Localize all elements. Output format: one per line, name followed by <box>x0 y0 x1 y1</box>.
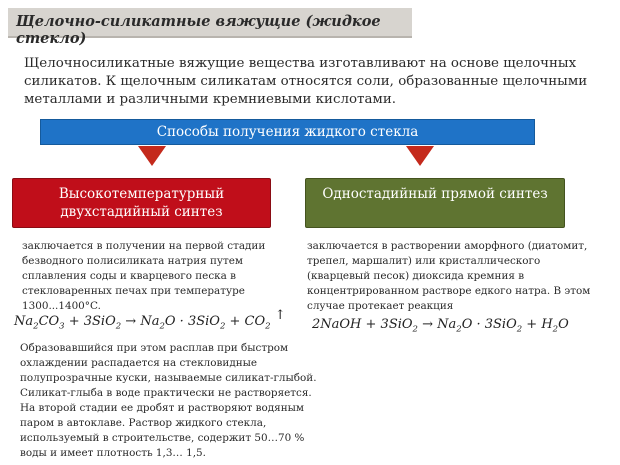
left-note: Образовавшийся при этом расплав при быстром охлаждении распадается на стекловидные полупрозрачные куски, называемые силикат-глыбой. Силикат-глыба в воде практически не растворяется. На второй стадии ее дробят и растворяют водяным паром в автоклаве. Раствор жидкого стекла, используемый в строительстве, содержит 50…70 % воды и имеет плотность 1,3… 1,5. <box>20 342 317 459</box>
high-temperature-synthesis-box: Высокотемпературный двухстадийный синтез <box>12 178 271 228</box>
equation-soda-quartz: $Na_2CO_3 + 3SiO_2 \to Na_2O \cdot 3SiO_2 + CO_2$ ↑ <box>14 308 286 332</box>
direct-synthesis-box: Одностадийный прямой синтез <box>305 178 565 228</box>
slide-title: Щелочно-силикатные вяжущие (жидкое стекло) <box>8 8 412 38</box>
intro-paragraph: Щелочносиликатные вяжущие вещества изготавливают на основе щелочных силикатов. К щелочным силикатам относятся соли, образованные щелочными металлами и различными кремниевыми кислотами. <box>24 56 588 107</box>
left-description: заключается в получении на первой стадии безводного полисиликата натрия путем сплавления соды и кварцевого песка в стекловаренных печах при температуре 1300...1400°C. <box>22 240 266 312</box>
methods-banner: Способы получения жидкого стекла <box>40 119 535 145</box>
arrow-down-icon <box>138 146 166 166</box>
equation-naoh-silica: 2NaOH + $3SiO_2 \to Na_2O \cdot 3SiO_2 + H_2O$ <box>312 317 569 335</box>
right-description: заключается в растворении аморфного (диатомит, трепел, маршалит) или кристаллического (кварцевый песок) диоксида кремния в концентрированном растворе едкого натра. В этом случае протекает реакция <box>307 240 591 312</box>
arrow-down-icon <box>406 146 434 166</box>
